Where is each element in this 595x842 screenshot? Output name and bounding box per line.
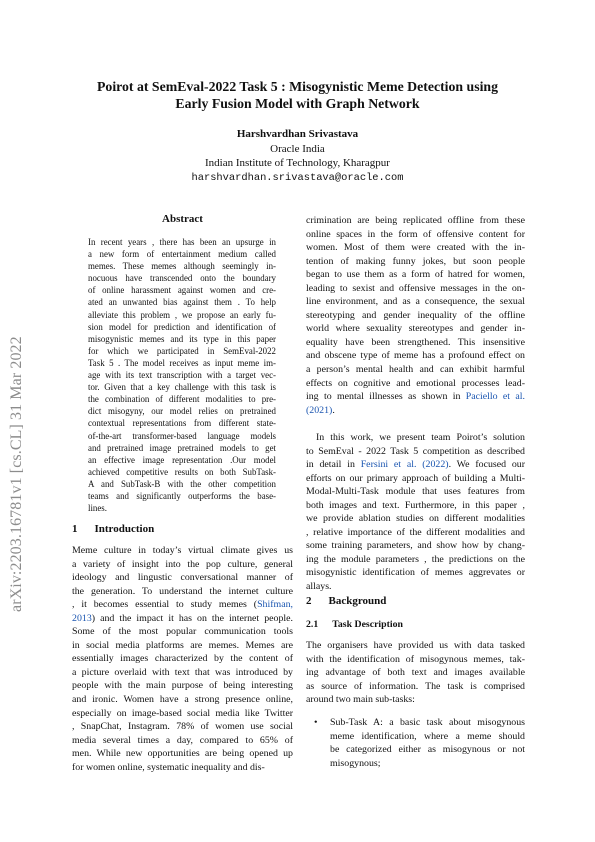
text-line: effects on cognitive and emotional processes lead-: [306, 377, 525, 389]
text-line: dict misogyny, our model relies on pretrained: [88, 406, 276, 417]
right-paragraph-1: [306, 214, 525, 417]
text-line: for which we participated in SemEval-2022: [88, 345, 276, 356]
text-line: a variety of insight into the pop culture, general: [72, 558, 293, 570]
text-line: essentially images characterized by the content of: [72, 653, 293, 665]
text-line: men. While new opportunities are being opened up: [72, 748, 293, 760]
text-line: misogynistic memes and its type in this paper: [88, 333, 276, 344]
citation-link[interactable]: Fersini et al. (2022): [360, 459, 449, 471]
text-line: ated an unwanted bias against them . To help: [88, 297, 276, 308]
text-line: of online harassment against women and cre-: [88, 285, 276, 296]
abstract-heading: Abstract: [162, 213, 203, 225]
text-line: leading to sexist and offensive messages in the on-: [306, 282, 525, 294]
citation-link[interactable]: (2021): [306, 404, 333, 416]
text-line: the generation. To understand the internet culture: [72, 585, 293, 597]
text-line: sion model for prediction and identification of: [88, 321, 276, 332]
text-line: ing to mental illnesses as shown in Paciello et al.: [306, 391, 525, 403]
text-line: people with the main purpose of being interesting: [72, 680, 293, 692]
text-line: in detail in Fersini et al. (2022). We focused our: [306, 459, 526, 471]
text-line: stereotyping and gender inequality of the offline: [306, 309, 525, 321]
text-line: tention of making funny jokes, but soon people: [306, 255, 525, 267]
author-block: [70, 127, 525, 185]
text-line: Task 5 . The model receives as input meme im-: [88, 357, 276, 368]
text-line: , relative importance of the different modalities and: [306, 526, 525, 538]
section-title: Introduction: [94, 523, 155, 535]
author-email[interactable]: harshvardhan.srivastava@oracle.com: [191, 171, 404, 184]
text-line: (2021).: [306, 404, 335, 416]
text-line: a picture overlaid with text that was introduced by: [72, 666, 293, 678]
text-line: be categorized either as misogynous or not: [330, 744, 525, 756]
text-line: especially on image-based social media like Twitter: [72, 707, 293, 719]
text-line: contextual representations from different state-: [88, 418, 276, 429]
text-line: crimination are being replicated offline from these: [306, 215, 525, 226]
text-line: for women online, systematic inequality and dis-: [72, 761, 265, 773]
text-line: a new form of entertainment medium called: [88, 249, 276, 260]
subtask-list: [316, 716, 525, 770]
text-line: Some of the most popular communication tools: [72, 626, 293, 638]
text-line: we provide ablation studies on different modalities: [306, 513, 525, 525]
text-line: ideology and lingustic conversational manner of: [72, 572, 293, 584]
text-line: women. Most of them were created with the in-: [306, 242, 525, 254]
text-line: the combination of different modalities to pre-: [88, 394, 276, 405]
text-line: meme identification, where a meme should: [330, 730, 525, 742]
text-line: and pretrained image pretrained models to get: [88, 442, 276, 453]
text-line: with the identification of misogynous memes, tak-: [306, 653, 525, 665]
abstract-body: [88, 236, 276, 514]
text-line: A and SubTask-B with the other competition: [88, 478, 276, 489]
author-affiliation: Indian Institute of Technology, Kharagpur: [205, 157, 390, 169]
text-line: allays.: [306, 581, 332, 593]
text-line: The organisers have provided us with data tasked: [306, 640, 525, 651]
text-line: of-the-art transformer-based language models: [88, 430, 276, 441]
section-title: Background: [328, 595, 387, 607]
task-description-body: [306, 639, 525, 707]
introduction-body: [72, 544, 293, 774]
text-line: as source of information. The task is comprised: [306, 680, 525, 692]
author-name: Harshvardhan Srivastava: [236, 128, 359, 140]
text-line: both images and text. Furthermore, in this paper ,: [306, 499, 525, 511]
text-line: a person’s mental health and can exhibit harmful: [306, 364, 525, 376]
citation-link[interactable]: Paciello et al.: [465, 391, 525, 403]
text-line: Meme culture in today’s virtual climate gives us: [72, 545, 293, 556]
text-line: teams and significantly outperforms the base-: [88, 490, 276, 501]
right-paragraph-2: [306, 431, 525, 594]
paper-title: [70, 78, 525, 112]
section-number: 1: [72, 523, 78, 535]
text-line: Sub-Task A: a basic task about misogynous: [330, 717, 525, 728]
text-line: online spaces in the form of offensive content for: [306, 228, 525, 240]
text-line: efforts on our primary approach of building a Multi-: [306, 472, 525, 484]
section-number: 2: [306, 595, 312, 607]
text-line: media several times a day, compared to 65% of: [72, 734, 293, 746]
text-line: line environment, and as a consequence, the sexual: [306, 296, 525, 308]
text-line: world where sexuality stereotypes and gender in-: [306, 323, 525, 335]
text-line: an effective image representation .Our model: [88, 454, 276, 465]
subsection-title: Task Description: [332, 619, 403, 630]
text-line: In recent years , there has been an upsurge in: [88, 237, 276, 247]
text-line: memes. These memes although seemingly in-: [88, 261, 276, 272]
text-line: In this work, we present team Poirot’s solution: [316, 432, 525, 443]
section-heading-introduction: [72, 523, 154, 535]
text-line: lines.: [88, 503, 107, 514]
text-line: began to use them as a form of hatred for women,: [306, 269, 525, 281]
text-line: achieved competitive results on both SubTask-: [88, 466, 276, 477]
text-line: tor. Given that a key challenge with this task is: [88, 382, 276, 393]
text-line: equality have been strengthened. This insensitive: [306, 336, 525, 348]
section-heading-background: [306, 595, 386, 607]
text-line: , it becomes essential to study memes (Shifman,: [72, 599, 293, 611]
text-line: age with its text transcription with a target vec-: [88, 370, 276, 381]
citation-link[interactable]: Shifman,: [257, 599, 293, 611]
text-line: in social media platforms are memes. Memes are: [72, 639, 293, 651]
text-line: ing the module parameters , the predictions on the: [306, 553, 525, 565]
text-line: and obscene type of meme has a profound effect on: [306, 350, 525, 362]
text-line: around two main sub-tasks:: [306, 694, 415, 706]
text-line: 2013) and the impact it has on the internet people.: [72, 612, 293, 624]
bullet-icon: •: [314, 717, 318, 728]
text-line: , SnapChat, Instagram. 78% of women use social: [72, 721, 293, 733]
arxiv-stamp: arXiv:2203.16781v1 [cs.CL] 31 Mar 2022: [8, 336, 25, 612]
text-line: misogynistic identification of memes aggrevates or: [306, 567, 525, 579]
title-line: Early Fusion Model with Graph Network: [175, 96, 420, 111]
title-line: Poirot at SemEval-2022 Task 5 : Misogynistic Meme Detection using: [97, 79, 498, 94]
citation-link[interactable]: 2013: [72, 612, 92, 624]
author-affiliation: Oracle India: [270, 142, 325, 155]
text-line: misogynous;: [330, 757, 381, 769]
text-line: some training parameters, and show how by chang-: [306, 540, 525, 552]
subsection-number: 2.1: [306, 619, 319, 630]
text-line: alleviate this problem , we propose an early fu-: [88, 309, 276, 320]
text-line: Modal-Multi-Task module that uses features from: [306, 486, 525, 498]
subsection-heading-task-description: [306, 619, 403, 630]
text-line: ing advantage of both text and images available: [306, 667, 525, 679]
text-line: and ironic. Women have a strong presence online,: [72, 694, 293, 706]
text-line: to SemEval - 2022 Task 5 competition as described: [306, 445, 525, 457]
text-line: nocuous have transcended onto the boundary: [88, 273, 276, 284]
subtask-a-item: [316, 716, 525, 770]
